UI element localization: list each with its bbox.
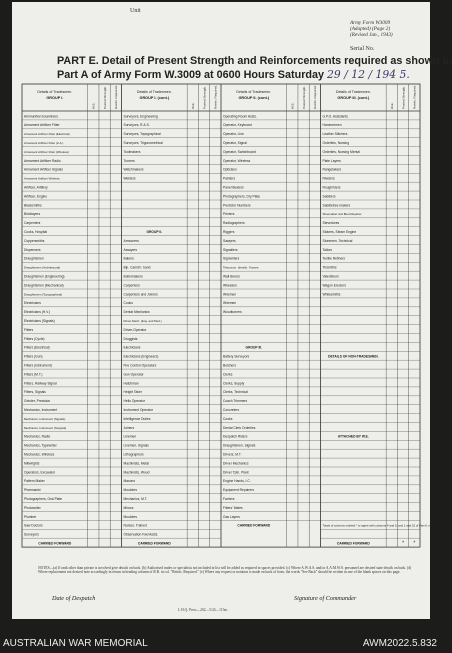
column-group-header: Details of Tradesmen.: [136, 90, 172, 94]
trade-label: Storemen, Technical: [322, 238, 353, 243]
trade-label: ATTACHED BY W.E.: [337, 434, 369, 439]
trade-label: Mechanics, Typewriter: [24, 443, 57, 448]
trade-label: Fitters, Railway Signal: [24, 381, 57, 386]
trade-label: Clerks, Supply: [223, 381, 245, 386]
form-title-line1: PART E. Detail of Present Strength and Reinforcements required as shown in: [57, 55, 452, 67]
column-group-header: Details of Tradesmen.: [37, 90, 73, 94]
trade-label: Surveyors, Engineering: [123, 114, 158, 119]
trade-label: Stevedores: [322, 221, 340, 226]
column-sub-header: GROUP I.: [46, 96, 64, 100]
trade-label: Tailors: [322, 247, 333, 252]
trade-label: Machinists, Metal: [123, 461, 149, 466]
trade-label: Wiremen: [223, 292, 237, 297]
title-text: Part A of Army Form W.3009 at 0600 Hours Saturday: [57, 69, 325, 81]
trade-label: Operator, Line: [223, 132, 244, 137]
trade-label: Assayers: [123, 247, 138, 252]
trade-label: Height Taker: [123, 390, 142, 395]
trade-label: Fitters (Gun): [24, 354, 43, 359]
trade-label: CARRIED FORWARD: [38, 541, 72, 546]
trade-label: Surveyors: [24, 532, 39, 537]
trade-label: Panel Beaters: [223, 185, 244, 190]
column-group-header: Details of Tradesmen.: [236, 90, 272, 94]
count-header: Posted Strength.: [301, 85, 306, 109]
trade-label: Armament Artificer Fitter: [24, 123, 60, 128]
trade-label: Dispensers: [24, 247, 41, 252]
trade-label: Joiners: [123, 425, 135, 430]
trade-label: Surveyors, Trigonometrical: [123, 141, 163, 145]
trade-label: Artificer, Artillery: [24, 185, 48, 190]
trade-label: Millwrights: [24, 461, 40, 466]
count-header: Posted Strength.: [102, 85, 107, 109]
trade-label: Driver Mechanics: [223, 461, 249, 466]
trade-label: CARRIED FORWARD: [137, 541, 171, 546]
trade-label: Operators, Excavator: [24, 470, 56, 475]
trade-label: Carpenters: [24, 221, 41, 226]
trade-label: Operator, Wireless: [223, 158, 251, 163]
trade-label: Grinder, Precision: [24, 399, 51, 404]
trade-label: Orderlies, Nursing: [322, 141, 350, 145]
trade-label: Painters: [223, 176, 236, 181]
trade-label: Operator, Keyboard: [223, 123, 252, 128]
trade-label: G.P.O. Assistants: [322, 114, 348, 119]
trade-label: Saw Doctors: [24, 523, 43, 528]
trade-label: Signallers: [223, 247, 238, 252]
trade-label: Carpenters: [123, 283, 140, 288]
trade-label: Surveyors, R.A.S.: [123, 123, 150, 128]
trade-label: Electricians: [24, 301, 41, 306]
trade-label: Operating Room Assts.: [223, 114, 257, 119]
trade-label: Driver-Mech. (Eng. and Mod.): [123, 319, 162, 323]
trade-label: Printers: [223, 212, 235, 217]
trade-label: Plate Layers: [322, 158, 341, 163]
trade-label: Blacksmiths: [24, 203, 42, 208]
count-header: Reinfs. Required.: [114, 85, 119, 109]
column-sub-header: GROUP I. (cont.): [139, 96, 170, 100]
form-reference: [350, 20, 393, 39]
trade-label: Armament Artificer Signals: [24, 167, 63, 172]
trade-label: Signwriters: [223, 256, 240, 261]
trade-label: Druggists: [123, 336, 138, 341]
trade-label: Engine Hands, I.C.: [223, 479, 251, 484]
trade-label: Drivers, M.T.: [223, 452, 242, 457]
trade-label: Sawyers: [223, 238, 236, 243]
trade-label: Saddletree makers: [322, 203, 351, 208]
column-sub-header: GROUP II. (cont.): [238, 96, 270, 100]
trade-label: Despatch Riders: [223, 434, 248, 439]
trade-label: Whitesmiths: [322, 292, 341, 297]
trade-label: Draughtsmen (Topographical): [24, 292, 63, 297]
trade-label: Driver-Operator: [123, 327, 147, 332]
trade-label: Armament Artificer Radio: [24, 158, 61, 163]
trade-label: Electricians: [123, 345, 141, 350]
trade-label: Predictor Numbers: [223, 203, 251, 208]
count-header: Reinfs. Required.: [213, 85, 218, 109]
trade-label: Driver Tptn. Plant: [223, 470, 249, 475]
trade-label: CARRIED FORWARD: [237, 523, 271, 528]
column-sub-header: GROUP III. (cont.): [337, 96, 370, 100]
trade-label: Moulders: [123, 488, 138, 493]
trade-label: Armament Artificer Fitter (A.A.): [24, 141, 64, 145]
trade-label: Totals of columns marked * to agree with columns 4 and 5, and 1 and 15 of Part A. respectively.: [322, 523, 445, 528]
archive-name: AUSTRALIAN WAR MEMORIAL: [3, 638, 148, 649]
archive-caption-bar: [0, 624, 441, 653]
trade-label: Mechanics, Radio: [24, 434, 51, 439]
trade-label: Armament Artificer Wireless: [24, 176, 60, 181]
strength-table: [12, 82, 445, 562]
trade-label: CARRIED FORWARD: [336, 541, 370, 546]
trade-label: Ammunition Examiners: [24, 114, 58, 119]
count-header: W.E.: [191, 102, 196, 109]
trade-label: Telecomm. Identifn. Tracers: [223, 265, 259, 270]
trade-label: Hatchman: [123, 381, 139, 386]
trade-label: Masons: [123, 479, 136, 484]
trade-label: Tinsmiths: [322, 265, 337, 270]
trade-label: Toolmakers: [123, 149, 141, 154]
signature-label: Signature of Commander: [294, 595, 357, 602]
count-header: W.E.: [290, 102, 295, 109]
count-header: W.E.: [390, 102, 395, 109]
count-header: Posted Strength.: [401, 85, 406, 109]
trade-label: Draughtsmen (Engineering): [24, 274, 65, 279]
trade-label: Mechanics, M.T.: [123, 497, 148, 501]
trade-label: Fitters (Instrument): [24, 363, 52, 368]
trade-label: Fire Control Operators: [123, 363, 157, 368]
trade-label: Wiremen: [223, 301, 237, 306]
print-line: L.H.Q. Press—202—5/43—113m.: [178, 608, 229, 612]
trade-label: Linemen: [123, 434, 137, 439]
trade-label: Concreters: [223, 408, 240, 412]
trade-label: DETAILS OF NON-TRADESMEN.: [328, 354, 379, 359]
trade-label: Mechanics, Instrument (Surgical): [24, 425, 67, 430]
trade-label: Operator, Switchboard: [223, 149, 256, 154]
trade-label: Riggers: [223, 230, 235, 234]
trade-label: Leather Stitchers: [322, 132, 348, 137]
trade-label: Lithographers: [123, 452, 144, 457]
trade-label: Saddlers: [322, 194, 336, 199]
trade-label: Orderlies, Nursing Mental: [322, 149, 360, 154]
trade-label: Cooks: [223, 416, 233, 421]
trade-label: Wheelers: [223, 283, 237, 288]
trade-label: Minors: [123, 505, 134, 510]
trade-label: Blp. Camd'n. hand: [123, 265, 151, 270]
trade-label: Plumber: [24, 514, 37, 519]
trade-label: Bakers: [123, 256, 134, 261]
column-group-header: Details of Tradesmen.: [335, 90, 371, 94]
date-of-despatch-label: Date of Despatch: [52, 595, 96, 602]
trade-label: Gun Operator: [123, 372, 144, 377]
trade-label: Radiographers: [223, 221, 245, 226]
trade-label: Coppersmiths: [24, 238, 45, 243]
trade-label: Textile Refiners: [322, 256, 346, 261]
trade-label: Linemen, Signals: [123, 443, 149, 448]
trade-label: Mechanics, Instrument: [24, 408, 58, 412]
serial-label: Serial No.: [350, 46, 375, 52]
trade-label: Wagon Erectors: [322, 283, 347, 288]
trade-label: Machinists, Wood: [123, 470, 150, 475]
trade-label: Roughriders: [322, 185, 341, 190]
trade-label: Electricians (Signals): [24, 319, 55, 323]
trade-label: Gas Layers: [223, 514, 240, 519]
trade-label: Cooks: [123, 301, 133, 306]
trade-label: Fitters (Cycle): [24, 336, 45, 341]
trade-label: Stokers, Steam Engine: [322, 230, 357, 234]
count-header: Posted Strength.: [202, 85, 207, 109]
trade-label: Pattern Maker: [24, 479, 45, 484]
count-header: Reinfs. Required.: [412, 85, 417, 109]
trade-label: Fitters (M.T.): [24, 372, 43, 377]
trade-label: Clerks: [223, 372, 233, 377]
trade-label: Intelligence Duties: [123, 416, 151, 421]
trade-label: Photowriter: [24, 505, 41, 510]
trade-label: Farriers: [223, 497, 235, 501]
trade-label: Boilermakers: [123, 274, 143, 279]
archive-id: AWM2022.5.832: [362, 638, 437, 649]
trade-label: Draughtsmen, Signals: [223, 443, 256, 448]
notes-text: NOTES—(a) If rank other than private is involved give details on back. (b) Authorised trades or specialists not included in list will be added as required in spaces provided. (c) Where A.W.A.S. and/or A.A.M.W.S. personnel are desired state details on back. (d) Where replacement not desired note accordingly in return in heading column of R.B. in col. "Reinfs. Required." (e) Where any request or notation is made on back of form, the words "See Back" should be written in one of the blank spaces on this page.: [38, 566, 412, 575]
trade-label: Carpenters and Joiners: [123, 292, 158, 297]
trade-label: Draughtsmen (Architectural): [24, 265, 61, 270]
trade-label: Hello Operator: [123, 399, 145, 404]
trade-label: Butchers: [223, 363, 237, 368]
trade-label: Observation Fwd Assts.: [123, 532, 159, 537]
trade-label: Rangetakers: [322, 167, 342, 172]
trade-label: Hammermen: [322, 123, 342, 128]
trade-label: Dental Mechanics: [123, 310, 150, 315]
trade-label: Dental Clerk Orderlies: [223, 425, 256, 430]
trade-label: Wall Borers: [223, 274, 240, 279]
trade-label: Cooks, Hospital: [24, 230, 48, 234]
trade-label: Armourers: [123, 238, 139, 243]
handwritten-date: 29 / 12 / 194 5.: [327, 68, 410, 81]
trade-label: Fitters, Signals: [24, 390, 46, 395]
trade-label: Mechanics, Wireless: [24, 452, 55, 457]
total-mark: *: [402, 540, 405, 547]
trade-label: Fitters' Mates: [223, 505, 243, 510]
form-title-line2: [57, 68, 410, 81]
form-line: (Adapted) (Page 2): [350, 26, 391, 33]
trade-label: Artificer, Engine: [24, 194, 48, 199]
trade-label: Armament Artificer Fitter (Wireless): [24, 149, 69, 154]
total-mark: *: [413, 540, 416, 547]
trade-label: Fitters (Electrical): [24, 345, 50, 350]
trade-label: Opticians: [223, 167, 237, 172]
trade-label: Riveters: [322, 176, 335, 181]
trade-label: Mechanics, Instrument (Signals): [24, 416, 66, 421]
trade-label: Bricklayers: [24, 212, 41, 217]
trade-label: Coach Trimmers: [223, 399, 248, 404]
trade-label: Electricians (H.V.): [24, 310, 51, 315]
trade-label: Instrument Operator: [123, 408, 154, 412]
trade-label: Draughtsmen: [24, 256, 44, 261]
unit-label: Unit: [130, 8, 141, 14]
form-line: (Revised Jan., 1943): [350, 32, 393, 39]
trade-label: Surveyors, Topographical: [123, 132, 161, 137]
trade-label: Armament Artificer Fitter (Electrical): [24, 132, 70, 137]
trade-label: Clerks, Technical: [223, 390, 248, 395]
form-sheet: [12, 2, 452, 619]
trade-label: Woodturners: [223, 310, 242, 315]
count-header: W.E.: [91, 102, 96, 109]
trade-label: GROUP II.: [146, 230, 163, 234]
trade-label: Turners: [123, 158, 135, 163]
trade-label: Photographers, Dry Plate: [223, 194, 261, 199]
trade-label: GROUP III.: [245, 345, 263, 350]
trade-label: Electricians (Engineers): [123, 354, 159, 359]
form-line: Army Form W3009: [350, 20, 391, 26]
trade-label: Equipment Repairers: [223, 488, 254, 493]
trade-label: Battery Surveyors: [223, 354, 250, 359]
trade-label: Valentiners: [322, 274, 339, 279]
trade-label: Pharmacist: [24, 488, 41, 493]
trade-label: Fitters: [24, 327, 34, 332]
trade-label: Photographers, Oral Plate: [24, 497, 63, 501]
trade-label: Nurses, Trained: [123, 523, 147, 528]
trade-label: Draughtsmen (Mechanical): [24, 283, 64, 288]
trade-label: Operator, Signal: [223, 141, 247, 145]
trade-label: Welders: [123, 176, 136, 181]
trade-label: Shoemaker and Boot Repairer: [322, 212, 362, 217]
trade-label: Watchmakers: [123, 167, 144, 172]
trade-label: Moulders: [123, 514, 138, 519]
count-header: Reinfs. Required.: [313, 85, 318, 109]
